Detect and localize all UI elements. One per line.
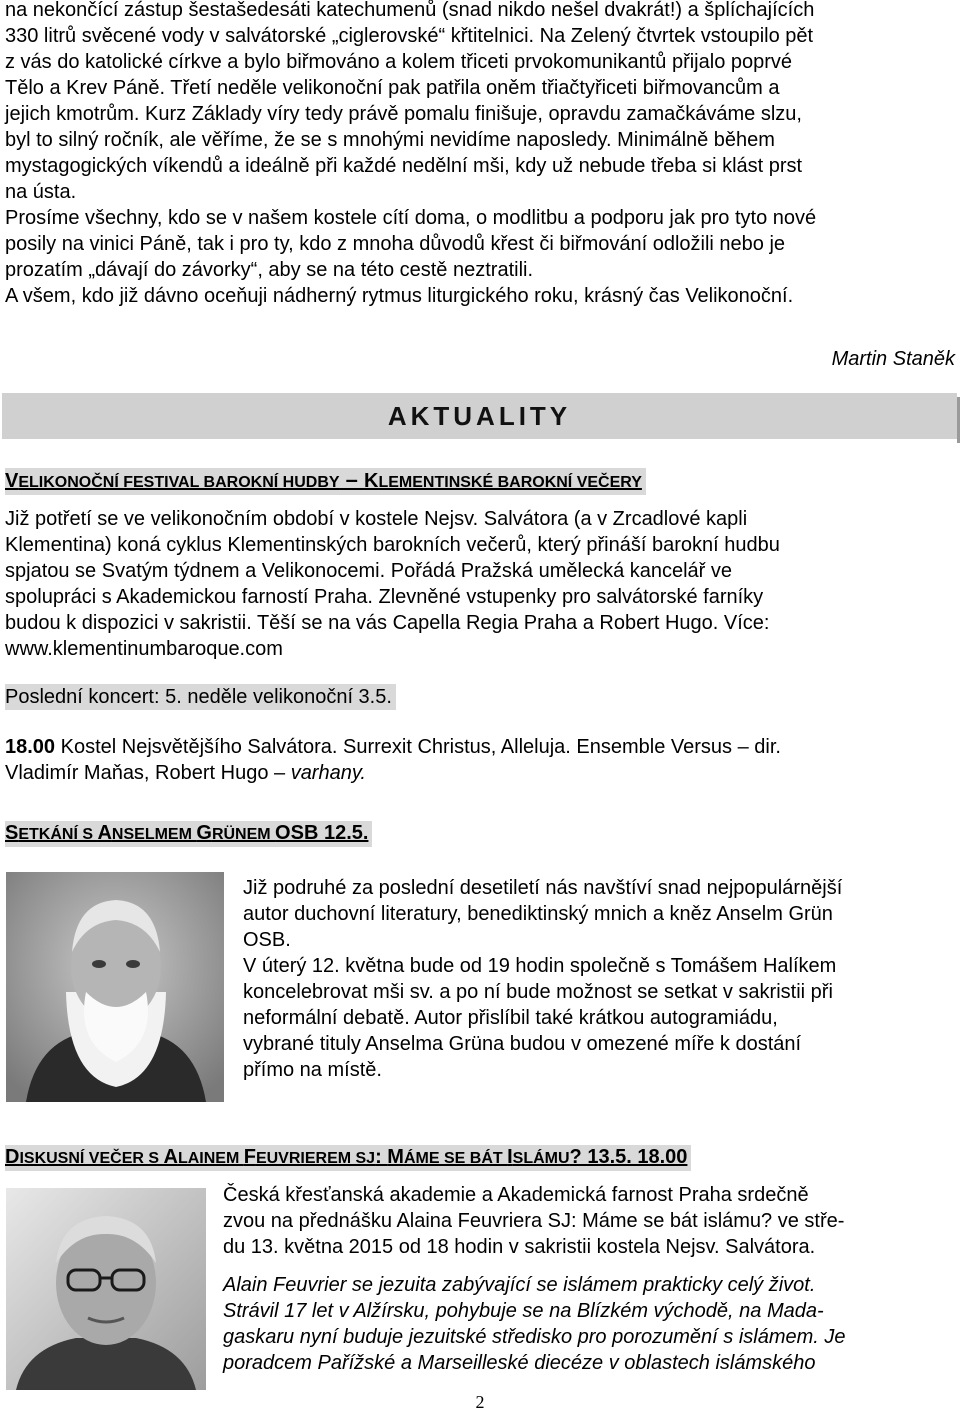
- text-line: du 13. května 2015 od 18 hodin v sakristii kostela Nejsv. Salvátora.: [223, 1236, 816, 1258]
- concert-line-2: Vladimír Maňas, Robert Hugo – varhany.: [5, 762, 366, 784]
- text-line: neformální debatě. Autor přislíbil také krátkou autogramiádu,: [243, 1007, 778, 1029]
- text-line: z vás do katolické církve a bylo biřmováno a kolem třiceti prvokomunikantů přijalo poprvé: [5, 51, 793, 73]
- text-line: mystagogických víkendů a ideálně při každé nedělní mši, kdy už nebude třeba si klást prst: [5, 155, 803, 177]
- text-line: poradcem Pařížské a Marseilleské diecéze v oblastech islámského: [223, 1352, 816, 1374]
- last-concert-label: Poslední koncert: 5. neděle velikonoční 3.5.: [5, 684, 396, 710]
- text-line: Prosíme všechny, kdo se v našem kostele cítí doma, o modlitbu a podporu jak pro tyto nové: [5, 207, 817, 229]
- festival-heading: VELIKONOČNÍ FESTIVAL BAROKNÍ HUDBY – KLEMENTINSKÉ BAROKNÍ VEČERY: [5, 468, 646, 495]
- feuvrier-heading: DISKUSNÍ VEČER S ALAINEM FEUVRIEREM SJ: MÁME SE BÁT ISLÁMU? 13.5. 18.00: [5, 1145, 691, 1171]
- text-line: spolupráci s Akademickou farností Praha. Zlevněné vstupenky pro salvátorské farníky: [5, 586, 764, 608]
- text-line: A všem, kdo již dávno oceňuji nádherný rytmus liturgického roku, krásný čas Velikonoční.: [5, 285, 794, 307]
- text-line: Česká křesťanská akademie a Akademická farnost Praha srdečně: [223, 1184, 809, 1206]
- festival-text: [5, 506, 955, 662]
- section-banner: [2, 393, 957, 439]
- portrait-image: [6, 872, 224, 1102]
- text-line: OSB.: [243, 929, 291, 951]
- text-line: Alain Feuvrier se jezuita zabývající se islámem prakticky celý život.: [223, 1274, 816, 1296]
- text-line: zvou na přednášku Alaina Feuvriera SJ: Máme se bát islámu? ve stře-: [223, 1210, 845, 1232]
- text-line: přímo na místě.: [243, 1059, 382, 1081]
- text-line: autor duchovní literatury, benediktinský mnich a kněz Anselm Grün: [243, 903, 833, 925]
- festival-link[interactable]: www.klementinumbaroque.com: [5, 638, 283, 660]
- page-number: 2: [475, 1392, 485, 1412]
- text-line: Klementina) koná cyklus Klementinských barokních večerů, který přináší barokní hudbu: [5, 534, 780, 556]
- concert-line: 18.00 Kostel Nejsvětějšího Salvátora. Surrexit Christus, Alleluja. Ensemble Versus – dir.: [5, 736, 781, 758]
- text-line: vybrané tituly Anselma Grüna budou v omezené míře k dostání: [243, 1033, 802, 1055]
- feuvrier-text: [223, 1182, 955, 1260]
- feuvrier-bio: [223, 1272, 955, 1376]
- text-line: prozatím „dávají do závorky“, aby se na této cestě neztratili.: [5, 259, 534, 281]
- text-line: na ústa.: [5, 181, 77, 203]
- banner-title: AKTUALITY: [387, 401, 572, 431]
- portrait-image: [6, 1188, 206, 1390]
- grun-text: [243, 875, 955, 1083]
- text-line: Již podruhé za poslední desetiletí nás navštíví snad nejpopulárnější: [243, 877, 843, 899]
- intro-text: [5, 0, 955, 309]
- anselm-grun-photo: [6, 872, 224, 1102]
- text-line: budou k dispozici v sakristii. Těší se na vás Capella Regia Praha a Robert Hugo. Více:: [5, 612, 770, 634]
- text-line: posily na vinici Páně, tak i pro ty, kdo z mnoha důvodů křest či biřmování odložili nebo je: [5, 233, 786, 255]
- text-line: Tělo a Krev Páně. Třetí neděle velikonoční pak patřila oněm třiačtyřiceti biřmovancům a: [5, 77, 780, 99]
- text-line: spjatou se Svatým týdnem a Velikonocemi. Pořádá Pražská umělecká kancelář ve: [5, 560, 733, 582]
- alain-feuvrier-photo: [6, 1188, 206, 1390]
- text-line: gaskaru nyní buduje jezuitské středisko pro porozumění s islámem. Je: [223, 1326, 846, 1348]
- concert-time: 18.00: [5, 736, 56, 758]
- text-line: 330 litrů svěcené vody v salvátorské „ciglerovské“ křtitelnici. Na Zelený čtvrtek vstoupilo pět: [5, 25, 814, 47]
- text-line: jejich kmotrům. Kurz Základy víry tedy právě pomalu finišuje, opravdu zamačkáváme slzu,: [5, 103, 802, 125]
- text-line: Již potřetí se ve velikonočním období v kostele Nejsv. Salvátora (a v Zrcadlové kapli: [5, 508, 748, 530]
- text-line: byl to silný ročník, ale věříme, že se s mnohými nevidíme naposledy. Minimálně během: [5, 129, 775, 151]
- grun-heading: SETKÁNÍ S ANSELMEM GRÜNEM OSB 12.5.: [5, 821, 372, 847]
- text-line: V úterý 12. května bude od 19 hodin společně s Tomášem Halíkem: [243, 955, 837, 977]
- author-signature: Martin Staněk: [831, 348, 955, 370]
- text-line: Strávil 17 let v Alžírsku, pohybuje se na Blízkém východě, na Mada-: [223, 1300, 824, 1322]
- text-line: na nekončící zástup šestašedesáti katechumenů (snad nikdo nešel dvakrát!) a šplíchajících: [5, 0, 815, 21]
- text-line: koncelebrovat mši sv. a po ní bude možnost se setkat v sakristii při: [243, 981, 833, 1003]
